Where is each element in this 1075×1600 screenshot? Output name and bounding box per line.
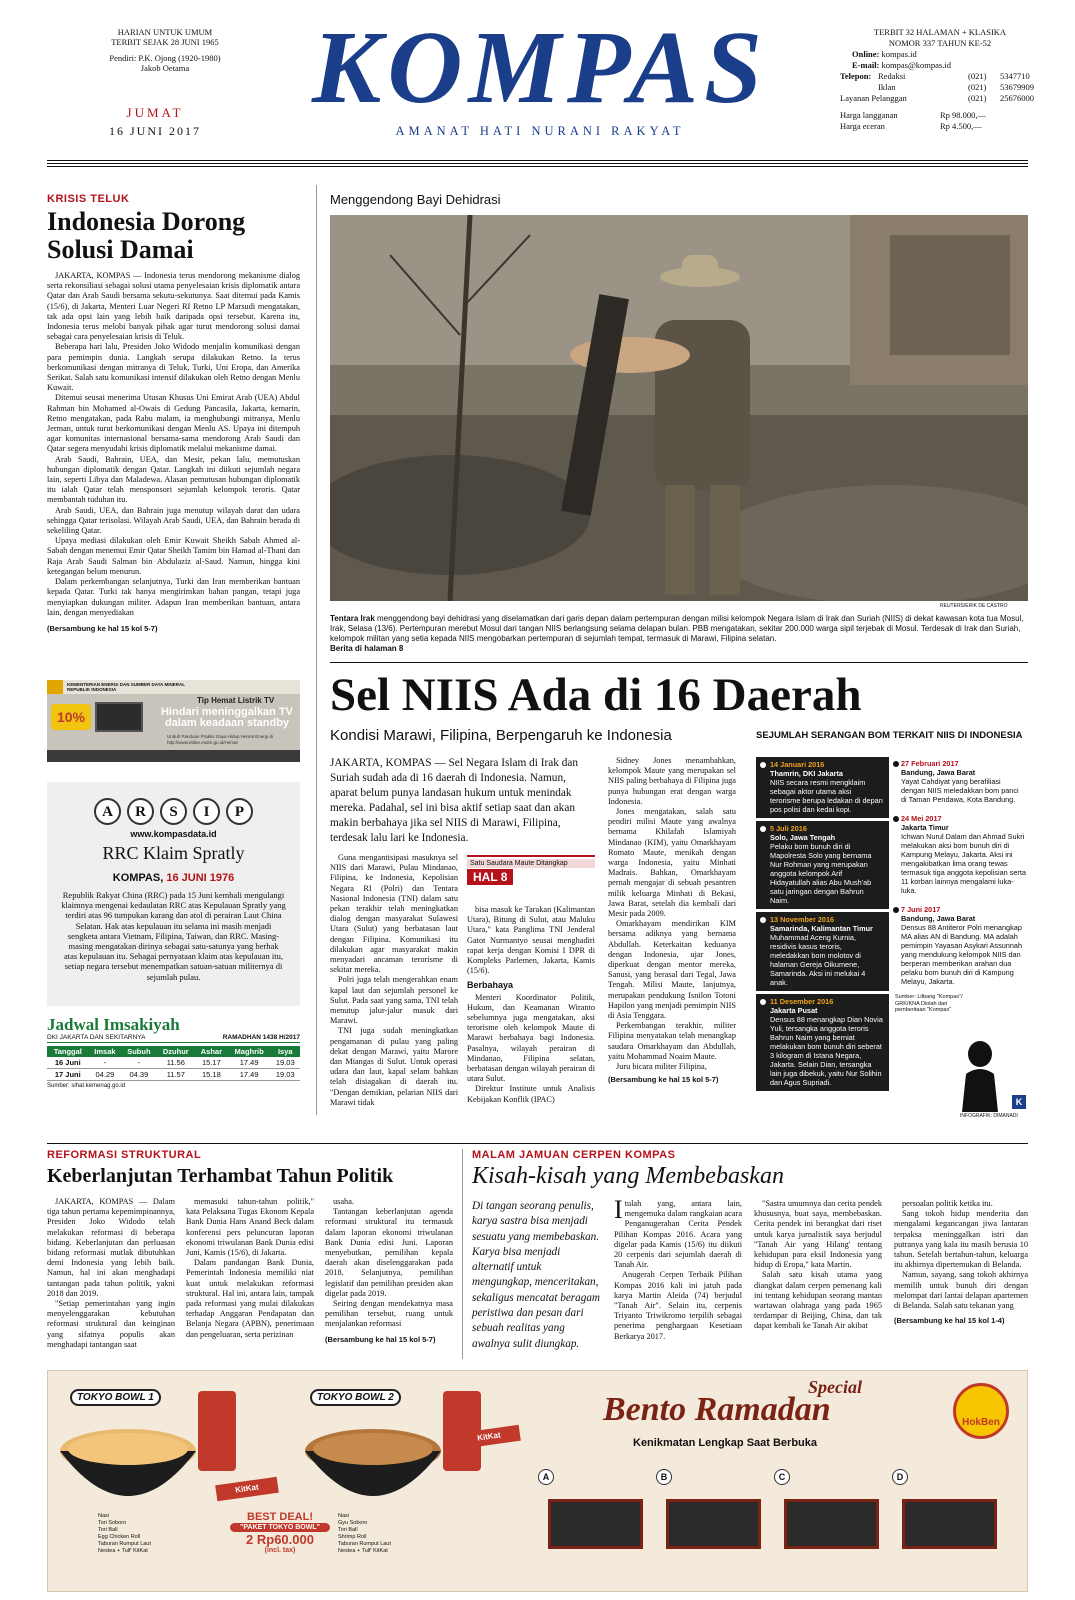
masthead-founder: Pendiri: P.K. Ojong (1920-1980)	[109, 53, 221, 63]
niis-sidebar-label: Satu Saudara Maute Ditangkap	[467, 859, 595, 868]
photo-caption-text: menggendong bayi dehidrasi yang diselamatkan dari garis depan dalam pertempuran dengan milisi kelompok Negara Islam di Irak dan Suriah (NIIS) di dekat kawasan kota tua Mosul, Irak, Selasa (13/6). Pertempuran merebut Mosul dari tangan NIIS berlangsung selama delapan bulan. PBB mengatakan, sekitar 200.000 warga sipil terjebak di Mosul. Terdesak di Irak dan Suriah, kelompok militan yang setia kepada NIIS mengobarkan pertempuran di sejumlah tempat, termasuk di Marawi, Filipina selatan.	[330, 614, 1024, 643]
imsakiyah-header-row	[47, 1046, 300, 1057]
tel-name: Redaksi	[878, 71, 906, 81]
arsip-headline[interactable]: RRC Klaim Spratly	[102, 843, 245, 863]
krisis-headline[interactable]: Indonesia Dorong Solusi Damai	[47, 207, 246, 264]
reformasi-paragraph: usaha.	[333, 1197, 354, 1206]
bento-option-label: C	[774, 1469, 790, 1485]
bento-option-label: D	[892, 1469, 908, 1485]
timeline-text: Muhammad Aceng Kurnia, residivis kasus teroris, meledakkan bom molotov di halaman Gereja Oikumene, Samarinda. Aksi ini melukai 4 anak.	[770, 933, 866, 987]
timeline-right	[893, 757, 1028, 1014]
timeline-place: Samarinda, Kalimantan Timur	[770, 924, 873, 933]
niis-paragraph: Sidney Jones menambahkan, kelompok Maute yang merupakan sel NIIS paling berbahaya di Filipina juga punya hubungan erat dengan warga Indonesia.	[608, 756, 736, 806]
bowl2-item: Shrimp Roll	[338, 1534, 367, 1540]
arsip-source-name: KOMPAS,	[112, 872, 164, 884]
imsakiyah-cell: 19.03	[271, 1057, 300, 1069]
timeline-text: Densus 88 menangkap Dian Novia Yuli, tersangka anggota teroris Bahrun Naim yang berniat melakukan bom bunuh diri seberat 3 kilogram di Istana Negara, Jakarta. Selain Dian, tersangka lain juga dibekuk, yaitu Nur Solihin dan Agus Supriadi.	[770, 1015, 883, 1087]
timeline-source: Sumber: Litbang "Kompas"/ GRK/KNA Diolah dari pemberitaan "Kompas"	[895, 994, 963, 1013]
hokben-logo: HokBen	[953, 1383, 1009, 1439]
niis-paragraph: Omarkhayam mendirikan KIM bersama adiknya yang bernama Abdullah. Keterkaitan keduanya dengan Indonesia, ujar Jones, diperkuat dengan mentor mereka, Sanusi, yang berasal dari Tegal, Jawa Tengah. Milisi Maute, lanjutnya, merupakan pendukung Isnilon Totoni Hapilon yang menjadi pemimpin NIIS di Asia Tenggara.	[608, 919, 736, 1021]
imsakiyah-cell: 11.57	[157, 1069, 196, 1081]
bowl1-item: Nasi	[98, 1513, 110, 1519]
niis-paragraph: Jones mengatakan, salah satu pendiri milisi Maute yang awalnya bernama Khilafah Islamiyah Mindanao (KIM), yaitu Omarkhayam Romato Maute, menikah dengan warga Indonesia, yaitu Minhati Madrais. Bahkan, Omarkhayam pernah mengajar di sebuah pesantren milik keluarga Minhati di Bekasi, Jawa Barat, setelah dia kembali dari Mesir pada 2009.	[608, 807, 736, 919]
reformasi-paragraph: Tantangan keberlanjutan agenda reformasi struktural itu termasuk dalam laporan ekonomi triwulanan Bank Dunia edisi Juni. Laporan menyebutkan, pemilihan kepala daerah akan diselenggarakan pada 2018. Selanjutnya, pemilihan legislatif dan pemilihan presiden akan digelar pada 2019.	[325, 1207, 453, 1298]
timeline-item	[756, 821, 889, 909]
esdm-headline1: Hindari meninggalkan TV	[160, 706, 294, 718]
imsakiyah-th: Subuh	[121, 1046, 156, 1057]
niis-continue[interactable]: (Bersambung ke hal 15 kol 5-7)	[608, 1075, 719, 1085]
arsip-letter: A	[94, 798, 121, 825]
timeline-credit: INFOGRAFIK: DIMANADI	[960, 1113, 1018, 1119]
bowl1-item: Egg Chicken Roll	[98, 1534, 141, 1540]
reformasi-article	[47, 1149, 452, 1188]
cerpen-paragraph: Anugerah Cerpen Terbaik Pilihan Kompas 2016 kali ini jatuh pada karya Martin Aleida (74) berjudul "Tanah Air". Selain itu, cerpenis Triyanto Triwikromo terpilih sebagai penerima penghargaan Kesetiaan Berkarya 2017.	[614, 1270, 742, 1341]
niis-col1	[330, 853, 458, 1108]
arsip-url[interactable]: www.kompasdata.id	[130, 829, 217, 839]
krisis-paragraph: Beberapa hari lalu, Presiden Joko Widodo menjalin komunikasi dengan para pemimpin dunia. Langkah serupa dilakukan Retno. Ia terus berkomunikasi dengan mitranya di Teluk, Turki, Uni Eropa, dan Amerika Serikat. Salah satu komunikasi intensif dilakukan oleh Retno dengan Menlu Kuwait.	[47, 342, 300, 393]
price-name: Harga langganan	[840, 110, 898, 120]
tel-num: 53679909	[1000, 82, 1034, 92]
timeline-text: Densus 88 Antiteror Polri menangkap MA alias AN di Bandung. MA adalah pemimpin Yayasan Asykari Assunnah yang mendukung kelompok NIIS dan berperan memberikan arahan dua pelaku bom bunuh diri di Kampung Melayu, Jakarta.	[901, 923, 1023, 986]
esdm-tip: Tip Hemat Listrik TV	[197, 696, 275, 705]
cerpen-paragraph: Sang tokoh hidup menderita dan mengalami kegancangan jiwa lantaran terpaksa meninggalkan istri dan putranya yang kala itu masih berusia 10 tahun. Setelah bertahun-tahun, keluarga itu akhirnya dipertemukan di Belanda.	[894, 1209, 1028, 1270]
imsakiyah-cell: 17.49	[228, 1069, 271, 1081]
reformasi-paragraph: JAKARTA, KOMPAS — Dalam tiga tahun pertama kepemimpinannya, Presiden Joko Widodo telah melakukan reformasi di beberapa bidang. Keberlanjutan dan perluasan bidang reformasi mutlak dibutuhkan demi Indonesia yang lebih baik. Namun, hal ini akan menghadapi tantangan pada tahun politik, yakni 2018 dan 2019.	[47, 1197, 175, 1298]
masthead-date: 16 JUNI 2017	[109, 124, 201, 138]
timeline-date: 14 Januari 2016	[770, 760, 825, 769]
imsakiyah-cell: 04.29	[89, 1069, 122, 1081]
tel-code: (021)	[968, 93, 987, 103]
timeline-item	[756, 994, 889, 1091]
timeline-text: NIIS secara resmi mengklaim sebagai aktor utama aksi terorisme berupa ledakan di depan pos polisi dan kedai kopi.	[770, 778, 883, 814]
masthead-right-line2: NOMOR 337 TAHUN KE-52	[888, 38, 992, 48]
cerpen-paragraph: Salah satu kisah utama yang diangkat dalam cerpen pemenang kali ini tentang kehidupan seorang mantan wartawan olahraga yang pada 1965 terdampar di Beijing, China, dan tak dapat kembali ke Tanah Air akibat	[754, 1270, 882, 1331]
masthead-title: KOMPAS	[312, 10, 768, 125]
imsakiyah-th: Maghrib	[228, 1046, 271, 1057]
bento-subtitle: Kenikmatan Lengkap Saat Berbuka	[633, 1437, 818, 1449]
kitkat1-icon: KitKat	[215, 1477, 279, 1501]
price-value: Rp 98.000,—	[940, 110, 987, 120]
imsakiyah-cell: 17 Juni	[47, 1069, 89, 1081]
timeline-date: 11 Desember 2016	[770, 997, 834, 1006]
bowl1-item: Nestea + Tulf' KitKat	[98, 1548, 148, 1554]
cerpen-dropcap: I	[614, 1195, 623, 1224]
arsip-source	[47, 872, 300, 884]
cerpen-continue[interactable]: (Bersambung ke hal 15 kol 1-4)	[894, 1316, 1005, 1326]
esdm-logo-icon	[47, 680, 63, 694]
bowl2-item: Tori Ball	[338, 1527, 358, 1533]
bowl2-item: Nestea + Tulf' KitKat	[338, 1548, 388, 1554]
krisis-kicker: KRISIS TELUK	[47, 193, 130, 205]
bento-options	[538, 1459, 1018, 1569]
timeline-place: Thamrin, DKI Jakarta	[770, 769, 843, 778]
bowl1-label: TOKYO BOWL 1	[70, 1389, 161, 1406]
tel-num: 5347710	[1000, 71, 1030, 81]
krisis-continue[interactable]: (Bersambung ke hal 15 kol 5-7)	[47, 623, 158, 633]
deal-tax: (incl. tax)	[264, 1547, 296, 1554]
photo-rule	[330, 662, 1028, 663]
krisis-body	[47, 271, 300, 618]
cerpen-kicker: MALAM JAMUAN CERPEN KOMPAS	[472, 1149, 676, 1161]
krisis-paragraph: Arab Saudi, UEA, dan Bahrain juga menutup wilayah darat dan udara sehingga Qatar terisolasi. Wilayah Arab Saudi, UEA, dan Bahrain berada di sekeliling Qatar.	[47, 505, 300, 536]
imsakiyah	[47, 1016, 300, 1089]
tel-code: (021)	[968, 71, 987, 81]
reformasi-paragraph: memasuki tahun-tahun politik," kata Pelaksana Tugas Ekonom Kepala Bank Dunia Hans Anand Beck dalam konferensi pers peluncuran laporan ekonomi triwulanan Bank Dunia edisi Juni, Kamis (15/6), di Jakarta.	[186, 1197, 314, 1258]
krisis-paragraph: Ditemui seusai menerima Utusan Khusus Uni Emirat Arab (UEA) Abdul Rahman bin Mohamed al-Owais di Gedung Pancasila, Jakarta, kemarin, Retno mengatakan, pada Rabu malam, ia menghubungi mitranya, Menlu Jerman, untuk turut berkomunikasi dengan Menlu AS. Upaya ini ditempuh agar komunitas internasional bersama-sama mendorong Arab Saudi dan Qatar segera menyudahi krisis diplomatik melalui mekanisme damai.	[47, 393, 300, 454]
bowl1-item: Taburan Rumput Laut	[98, 1541, 151, 1547]
cerpen-col2	[754, 1199, 882, 1332]
timeline-place: Jakarta Pusat	[770, 1006, 818, 1015]
timeline-item	[893, 757, 1028, 808]
imsakiyah-cell: -	[89, 1057, 122, 1069]
masthead-left	[80, 27, 250, 73]
cerpen-paragraph: Namun, sayang, sang tokoh akhirnya memilih untuk bunuh diri dengan melompat dari lantai delapan apartemen di Belanda. Salah satu tekanan yang	[894, 1270, 1028, 1311]
imsakiyah-header	[47, 1034, 300, 1043]
niis-paragraph: Perkembangan terakhir, militer Filipina menyatakan telah menangkap saudara Omarkhayam dan Abdullah, yaitu Mohammad Noaim Maute.	[608, 1021, 736, 1061]
arsip-source-date: 16 JUNI 1976	[166, 872, 235, 884]
timeline-place: Bandung, Jawa Barat	[901, 768, 976, 777]
bento-title: Bento Ramadan	[603, 1391, 831, 1428]
niis-lead: JAKARTA, KOMPAS — Sel Negara Islam di Irak dan Suriah sudah ada di 16 daerah di Indonesia. Namun, aparat belum punya landasan hukum untuk menindak mereka. Padahal, sel ini bisa aktif setiap saat dan akan makin berbahaya jika sel NIIS di Marawi, Filipina, terdesak lalu lari ke Indonesia.	[330, 757, 579, 844]
masthead-tagline: AMANAT HATI NURANI RAKYAT	[395, 124, 685, 138]
masthead-founder2: Jakob Oetama	[140, 63, 190, 73]
timeline-item	[756, 757, 889, 818]
timeline-title: SEJUMLAH SERANGAN BOM TERKAIT NIIS DI INDONESIA	[756, 730, 1023, 741]
reformasi-col2	[186, 1197, 314, 1340]
imsakiyah-source: Sumber: sihat.kemenag.go.id	[47, 1083, 126, 1089]
timeline-date: 5 Juli 2016	[770, 824, 807, 833]
table-row	[47, 1069, 300, 1081]
photo-caption	[330, 614, 1028, 654]
timeline-text: Ichwan Nurul Dalam dan Ahmad Sukri melakukan aksi bom bunuh diri di Kampung Melayu, Jakarta. Aksi ini mengakibatkan lima orang tewas termasuk tiga anggota kepolisian serta 11 korban lainnya mengalami luka-luka.	[901, 832, 1026, 895]
timeline-place: Solo, Jawa Tengah	[770, 833, 836, 842]
deal-box	[230, 1511, 330, 1554]
cerpen-headline[interactable]: Kisah-kisah yang Membebaskan	[472, 1163, 784, 1189]
imsakiyah-cell: -	[121, 1057, 156, 1069]
imsakiyah-title: Jadwal Imsakiyah	[47, 1015, 180, 1034]
price-row-0	[840, 110, 1040, 121]
tel-name: Iklan	[878, 82, 896, 92]
imsakiyah-th: Isya	[271, 1046, 300, 1057]
arsip-body: Republik Rakyat China (RRC) pada 15 Juni kembali mengulangi klaimnya mengenai kedaulatan RRC atas Kepulauan Spratly yang terdiri atas 96 tumpukan karang dan atol di perairan Laut China Selatan. Hak atas kepulauan itu selama ini masih menjadi sengketa antara Vietnam, Filipina, Taiwan, dan RRC. Masing-masing mengatakan dirinya sebagai satu-satunya yang berhak atas kepulauan itu. Sebagai pernyataan klaim atas kepulauan itu, setiap negara tersebut menempatkan satuan-satuan militernya di sejumlah pulau.	[61, 890, 286, 982]
deal-name: "PAKET TOKYO BOWL"	[230, 1523, 330, 1532]
bowl2-item: Taburan Rumput Laut	[338, 1541, 391, 1547]
niis-paragraph: Guna mengantisipasi masuknya sel NIIS dari Marawi, Pulau Mindanao, Filipina, ke Indonesia, Kepolisian Negara RI (Polri) dan Tentara Nasional Indonesia (TNI) dalam satu pekan terakhir telah meningkatkan dialog dengan masyarakat Sulawesi Utara (Sulut) yang berbatasan laut dengan Filipina. Komunikasi itu dilakukan agar masyarakat makin menyadari ancaman terorisme di sekitar mereka.	[330, 853, 458, 975]
imsakiyah-th: Imsak	[89, 1046, 122, 1057]
masthead-left-line2: TERBIT SEJAK 28 JUNI 1965	[111, 37, 219, 47]
timeline-date: 13 November 2016	[770, 915, 835, 924]
timeline-date: 24 Mei 2017	[901, 814, 942, 823]
bento-box-icon	[784, 1499, 879, 1549]
bento-box-icon	[548, 1499, 643, 1549]
imsakiyah-cell: 11.56	[157, 1057, 196, 1069]
timeline-item	[893, 812, 1028, 899]
niis-subhead: Kondisi Marawi, Filipina, Berpengaruh ke Indonesia	[330, 727, 672, 744]
price-value: Rp 4.500,—	[940, 121, 982, 131]
bento-option-a[interactable]	[538, 1469, 648, 1559]
tel-num: 25676000	[1000, 93, 1034, 103]
special-label: Special	[808, 1377, 862, 1397]
reformasi-col3	[325, 1197, 453, 1345]
bowl1-items	[98, 1513, 188, 1555]
bento-option-label: B	[656, 1469, 672, 1485]
price-row-1	[840, 121, 1040, 132]
cerpen-paragraph: persoalan politik ketika itu.	[902, 1199, 993, 1208]
niis-paragraph: Juru bicara militer Filipina,	[616, 1062, 707, 1072]
imsakiyah-table	[47, 1046, 300, 1081]
bowl2-icon	[303, 1421, 443, 1511]
photo-image	[330, 215, 1028, 601]
reformasi-continue[interactable]: (Bersambung ke hal 15 kol 5-7)	[325, 1334, 436, 1344]
arsip-letter: S	[160, 798, 187, 825]
imsakiyah-region: DKI JAKARTA DAN SEKITARNYA	[47, 1034, 146, 1041]
photo-caption-lead: Tentara Irak	[330, 614, 375, 623]
masthead-right	[840, 27, 1040, 132]
table-row	[47, 1057, 300, 1069]
tel-label: Telepon:	[840, 71, 872, 81]
esdm-ad[interactable]	[47, 680, 300, 762]
imsakiyah-th: Dzuhur	[157, 1046, 196, 1057]
masthead-rule	[47, 160, 1028, 161]
bento-option-d[interactable]	[892, 1469, 1002, 1559]
imsakiyah-th: Tanggal	[47, 1046, 89, 1057]
niis-paragraph: Menteri Koordinator Politik, Hukum, dan Keamanan Wiranto sebelumnya juga mengatakan, aksi terorisme oleh kelompok Maute di Marawi berbahaya bagi Indonesia. Pasalnya, wilayah perairan di Mindanao, Filipina selatan, berbatasan dengan wilayah perairan di utara Sulut.	[467, 992, 595, 1084]
krisis-paragraph: Arab Saudi, Bahrain, UEA, dan Mesir, pekan lalu, memutuskan hubungan diplomatik dengan Qatar. Langkah ini diikuti sejumlah negara lain, seperti Libya dan Maladewa. Alasan pemutusan hubungan diplomatik itu ialah Qatar telah mensponsori sejumlah kelompok teroris. Qatar membantah tuduhan itu.	[47, 454, 300, 505]
bento-box-icon	[902, 1499, 997, 1549]
niis-sidebar-page: HAL 8	[467, 869, 513, 885]
photo-credit: REUTERS/ERIK DE CASTRO	[940, 603, 1008, 609]
reformasi-paragraph: Dalam pandangan Bank Dunia, Pemerintah Indonesia memiliki niat kuat untuk melakukan reformasi struktural. Hal ini, antara lain, tampak pada reformasi yang mulai dilakukan terhadap Anggaran Pendapatan dan Belanja Negara (APBN), penerimaan dan pengeluaran, serta perizinan	[186, 1258, 314, 1339]
photo-title: Menggendong Bayi Dehidrasi	[330, 192, 501, 207]
timeline-text: Pelaku bom bunuh diri di Mapolresta Solo yang bernama Nur Rohman yang merupakan anggota kelompok Arif Hidayatullah alias Abu Mush'ab satu jaringan dengan Bahrun Naim.	[770, 842, 872, 905]
photo-soldier[interactable]	[330, 215, 1028, 601]
masked-figure-icon	[958, 1040, 998, 1112]
niis-headline[interactable]: Sel NIIS Ada di 16 Daerah	[330, 669, 862, 721]
tel-name: Layanan Pelanggan	[840, 93, 907, 103]
bowl2-items	[338, 1513, 428, 1555]
tel-row-1	[840, 82, 1040, 93]
email-label: E-mail:	[852, 60, 880, 70]
masthead-day: JUMAT	[126, 105, 184, 120]
krisis-paragraph: JAKARTA, KOMPAS — Indonesia terus mendorong mekanisme dialog serta rekonsiliasi sebagai solusi utama penyelesaian krisis diplomatik antara Qatar dan Arab Saudi bersama sekutu-sekutunya. Saat ditemui pada Kamis (15/6), di Jakarta, Menteri Luar Negeri RI Retno LP Marsudi mengatakan, tak ada opsi lain yang lebih baik daripada opsi tersebut. Karena itu, Indonesia terus melobi banyak pihak agar turut mendorong solusi damai sebagai cara penyelesaian krisis di Teluk.	[47, 271, 300, 342]
imsakiyah-th: Ashar	[195, 1046, 228, 1057]
niis-paragraph: Direktur Institute untuk Analisis Kebijakan Konflik (IPAC)	[467, 1084, 595, 1104]
imsakiyah-ramadhan: RAMADHAN 1438 H/2017	[222, 1034, 300, 1041]
imsakiyah-cell: 15.17	[195, 1057, 228, 1069]
timeline-item	[756, 912, 889, 991]
deal-price: 2 Rp60.000	[246, 1532, 314, 1547]
cerpen-paragraph: tulah yang, antara lain, mengemuka dalam rangkaian acara Penganugerahan Cerita Pendek Pilihan Kompas 2016. Acara yang digelar pada Kamis (15/6) itu diikuti 20 cerpenis dari sejumlah daerah di Tanah Air.	[614, 1199, 742, 1270]
tel-row-0	[840, 71, 1040, 82]
arsip-box	[47, 782, 300, 1006]
niis-paragraph: TNI juga sudah meningkatkan pengamanan di pulau yang paling dekat dengan Marawi, yaitu Marore dan Miangas di Sulut. Untuk operasi udara dan laut, kapal selam bahkan telah disiagakan di daerah itu. "Dengan demikian, pelarian NIIS dari Marawi tidak	[330, 1026, 458, 1107]
imsakiyah-cell: 04.39	[121, 1069, 156, 1081]
esdm-headline2: dalam keadaan standby	[164, 717, 290, 729]
kompas-k-icon: K	[1012, 1095, 1026, 1109]
cerpen-col3	[894, 1199, 1028, 1326]
arsip-letter: R	[127, 798, 154, 825]
krisis-paragraph: Dalam perkembangan selanjutnya, Turki dan Iran memberikan bantuan kepada Qatar. Turki tak hanya mengirimkan bahan pangan, tetapi juga menyiapkan dukungan militer. Adapun Iran memberikan bantuan, antara lain, dengan menyediakan	[47, 577, 300, 617]
cerpen-intro: Di tangan seorang penulis, karya sastra bisa menjadi sesuatu yang membebaskan. Karya bisa menjadi alternatif untuk mengungkap, menceritakan, sekaligus mencatat beragam peristiwa dan pesan dari sebuah realitas yang awalnya sulit diungkap.	[472, 1200, 601, 1350]
bento-box-icon	[666, 1499, 761, 1549]
niis-paragraph: bisa masuk ke Tarakan (Kalimantan Utara), Bitung di Sulut, atau Maluku Utara," kata Panglima TNI Jenderal Gatot Nurmantyo seusai menghadiri rapat kerja dengan Komisi I DPR di Kompleks Parlemen, Jakarta, Kamis (15/6).	[467, 905, 595, 976]
masthead-left-line1: HARIAN UNTUK UMUM	[117, 27, 213, 37]
esdm-badge: 10%	[51, 704, 91, 730]
column-divider	[462, 1149, 463, 1359]
cerpen-col1	[614, 1195, 742, 1342]
esdm-org: KEMENTERIAN ENERGI DAN SUMBER DAYA MINERAL REPUBLIK INDONESIA	[67, 682, 185, 692]
section-rule	[47, 1143, 1028, 1144]
timeline-place: Jakarta Timur	[901, 823, 949, 832]
esdm-sub: Unduh Panduan Praktis Gaya Hidup Hemat Energi di http://www.ebtke.esdm.go.id/Hemat	[167, 734, 274, 745]
bowl2-item: Nasi	[338, 1513, 350, 1519]
bowl1-item: Tori Soboro	[98, 1520, 127, 1526]
timeline-place: Bandung, Jawa Barat	[901, 914, 976, 923]
krisis-article	[47, 193, 300, 633]
kitkat2-icon: KitKat	[457, 1425, 521, 1449]
online-label: Online:	[852, 49, 880, 59]
bowl1-item: Tori Ball	[98, 1527, 118, 1533]
reformasi-headline[interactable]: Keberlanjutan Terhambat Tahun Politik	[47, 1165, 394, 1187]
timeline-text: Yayat Cahdiyat yang berafiliasi dengan NIIS meledakkan bom panci di Taman Pendawa, Kota Bandung.	[901, 777, 1019, 804]
email-value[interactable]: kompas@kompas.id	[881, 60, 951, 70]
imsakiyah-cell: 17.49	[228, 1057, 271, 1069]
imsakiyah-cell: 15.18	[195, 1069, 228, 1081]
tel-code: (021)	[968, 82, 987, 92]
niis-col3	[608, 756, 736, 1086]
bowl1-icon	[58, 1421, 198, 1511]
niis-sidebar[interactable]	[467, 855, 595, 886]
tel-row-2	[840, 93, 1040, 104]
krisis-paragraph: Upaya mediasi dilakukan oleh Emir Kuwait Sheikh Sabah Ahmed al-Sabah dengan menemui Emir Qatar Sheikh Tamim bin Hamad al-Thani dan Raja Arab Saudi Salman bin Abdulaziz al-Saud. Namun, hingga kini ketegangan belum menurun.	[47, 536, 300, 576]
bowl2-label: TOKYO BOWL 2	[310, 1389, 401, 1406]
timeline-date: 7 Juni 2017	[901, 905, 941, 914]
reformasi-paragraph: Seiring dengan mendekatnya masa pemilihan tersebut, ruang untuk menjalankan reformasi	[325, 1299, 453, 1329]
arsip-letter: P	[226, 798, 253, 825]
timeline-left	[756, 757, 889, 1094]
deal-label: BEST DEAL!	[247, 1511, 313, 1523]
arsip-letters	[47, 798, 300, 825]
bowl2-item: Gyu Soboro	[338, 1520, 368, 1526]
online-value[interactable]: kompas.id	[881, 49, 917, 59]
reformasi-kicker: REFORMASI STRUKTURAL	[47, 1149, 202, 1161]
price-name: Harga eceran	[840, 121, 885, 131]
hokben-ad[interactable]	[47, 1370, 1028, 1592]
bento-option-b[interactable]	[656, 1469, 766, 1559]
masthead-right-line1: TERBIT 32 HALAMAN + KLASIKA	[873, 27, 1007, 37]
photo-more[interactable]: Berita di halaman 8	[330, 644, 404, 653]
niis-col2	[467, 905, 595, 1105]
imsakiyah-cell: 16 Juni	[47, 1057, 89, 1069]
imsakiyah-cell: 19.03	[271, 1069, 300, 1081]
bento-option-label: A	[538, 1469, 554, 1485]
arsip-letter: I	[193, 798, 220, 825]
timeline-item	[893, 903, 1028, 990]
masthead-rule-3	[47, 166, 1028, 167]
niis-paragraph: Polri juga telah mengerahkan enam kapal laut dan sejumlah personel ke Sulut. Pada saat yang sama, TNI telah menutup jalur-jalur masuk dari Marawi.	[330, 975, 458, 1026]
timeline-date: 27 Februari 2017	[901, 759, 959, 768]
niis-col2-sub: Berbahaya	[467, 980, 514, 991]
reformasi-col1	[47, 1197, 175, 1350]
masthead-rule-2	[47, 163, 1028, 164]
reformasi-paragraph: "Setiap pemerintahan yang ingin menyelenggarakan kebutuhan reformasi struktural dan keinginan yang sifatnya populis akan menghadapi tantangan saat	[47, 1299, 175, 1349]
cerpen-article	[472, 1149, 1028, 1190]
tv-icon	[95, 702, 143, 732]
cerpen-paragraph: "Sastra umumnya dan cerita pendek khususnya, buat saya, membebaskan. Cerita pendek ini berangkat dari riset untuk karya jurnalistik saya berjudul "Tanah Air yang Hilang' tentang kehidupan para eksil Indonesia yang hidup di Eropa," kata Martin.	[754, 1199, 882, 1270]
drink1-icon	[198, 1391, 236, 1471]
bento-option-c[interactable]	[774, 1469, 884, 1559]
column-divider	[316, 185, 317, 1115]
